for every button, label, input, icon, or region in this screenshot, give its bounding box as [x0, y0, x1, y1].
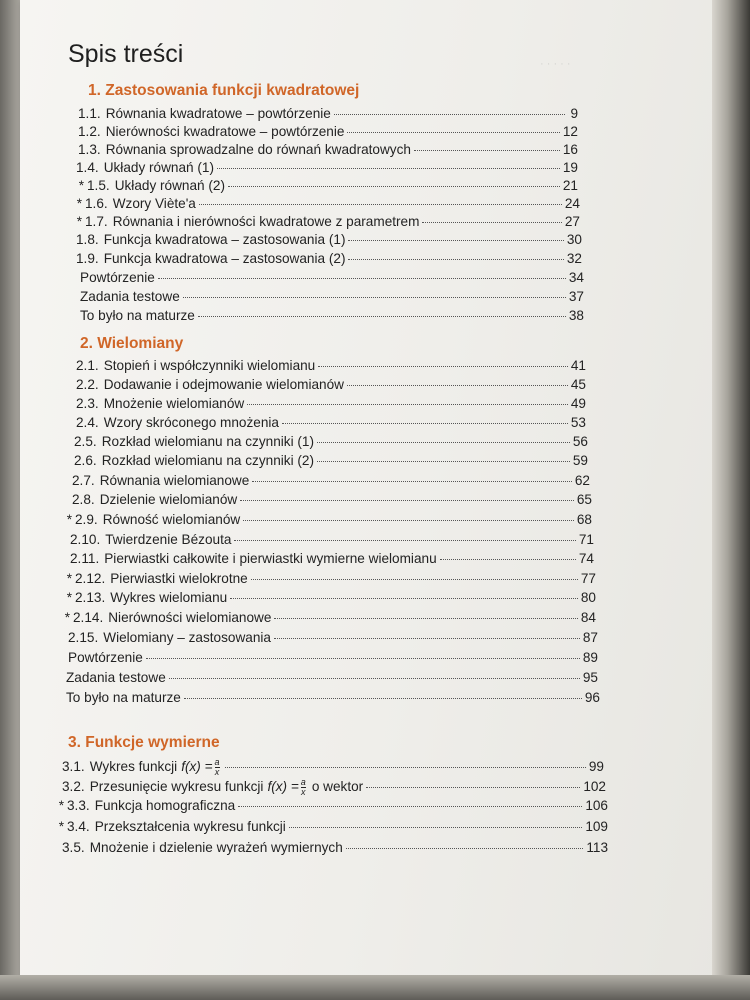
dot-leader [251, 579, 578, 580]
toc-entry-label: Przesunięcie wykresu funkcji [89, 779, 264, 795]
toc-entry-label: Równania i nierówności kwadratowe z parametrem [112, 214, 420, 229]
extended-level-marker: * [66, 512, 72, 527]
toc-entry [66, 690, 600, 705]
dot-leader [183, 297, 566, 298]
extended-level-marker: * [76, 214, 82, 229]
toc-entry-label: Funkcja kwadratowa – zastosowania (1) [103, 232, 346, 247]
toc-page-number: 19 [562, 160, 578, 175]
dot-leader [230, 598, 578, 599]
toc-entry-label: Dodawanie i odejmowanie wielomianów [103, 377, 344, 392]
dot-leader [274, 618, 577, 619]
toc-entry [76, 377, 586, 392]
toc-page-number: 27 [564, 214, 580, 229]
dot-leader [238, 806, 582, 807]
toc-page-number: 37 [568, 289, 584, 304]
toc-page-number: 62 [574, 473, 590, 488]
toc-entry-number: 1.7. [85, 214, 108, 229]
toc-entry-number: 1.8. [76, 232, 99, 247]
dot-leader [366, 787, 580, 788]
dot-leader [440, 559, 576, 560]
toc-page-number: 24 [564, 196, 580, 211]
toc-entry [78, 142, 578, 157]
toc-entry [76, 232, 582, 247]
toc-entry-number: 2.10. [70, 532, 101, 547]
toc-entry-label: Powtórzenie [80, 270, 155, 285]
dot-leader [347, 385, 568, 386]
toc-entry [76, 358, 586, 373]
dot-leader [422, 222, 561, 223]
toc-entry-number: 2.2. [76, 377, 99, 392]
toc-entry-number: 1.4. [76, 160, 99, 175]
toc-entry-number: 2.3. [76, 396, 99, 411]
toc-entry [62, 840, 608, 855]
toc-entry-label: Twierdzenie Bézouta [105, 532, 232, 547]
extended-level-marker: * [66, 571, 72, 586]
toc-entry [58, 512, 592, 527]
toc-entry-number: 2.13. [75, 590, 106, 605]
dot-leader [289, 827, 582, 828]
extended-level-marker: * [66, 590, 72, 605]
toc-entry [70, 551, 594, 566]
bleed-through-text: · · · · · [540, 58, 571, 70]
formula-lhs: f(x) = [181, 759, 213, 775]
dot-leader [225, 767, 586, 768]
dot-leader [347, 132, 559, 133]
toc-entry-label: To było na maturze [80, 308, 195, 323]
toc-page-number: 84 [580, 610, 596, 625]
toc-entry [70, 178, 578, 193]
toc-entry-label: Równania sprowadzalne do równań kwadratowych [105, 142, 411, 157]
toc-entry [50, 798, 608, 813]
toc-entry-label: Funkcja homograficzna [94, 798, 236, 813]
toc-entry-label: Wielomiany – zastosowania [103, 630, 271, 645]
toc-entry [58, 590, 596, 605]
fraction-numerator: a [214, 757, 220, 767]
toc-page-number: 102 [583, 779, 606, 795]
toc-entry-number: 2.9. [75, 512, 98, 527]
toc-entry [76, 415, 586, 430]
section-title: 1. Zastosowania funkcji kwadratowej [88, 82, 360, 99]
extended-level-marker: * [58, 819, 64, 834]
dot-leader [228, 186, 560, 187]
toc-entry-label: Wzory skróconego mnożenia [103, 415, 279, 430]
toc-page-number: 74 [578, 551, 594, 566]
toc-entry-label: Równania wielomianowe [99, 473, 250, 488]
dot-leader [334, 114, 565, 115]
toc-entry [72, 473, 590, 488]
formula [267, 778, 307, 797]
fraction [215, 758, 220, 777]
toc-entry [78, 106, 578, 121]
dot-leader [158, 278, 566, 279]
extended-level-marker: * [58, 798, 64, 813]
toc-entry-number: 3.2. [62, 779, 85, 795]
toc-page-number: 95 [582, 670, 598, 685]
toc-page-number: 32 [566, 251, 582, 266]
toc-entry-label: To było na maturze [66, 690, 181, 705]
toc-page-number: 68 [576, 512, 592, 527]
toc-page-number: 9 [570, 106, 578, 121]
dot-leader [247, 404, 568, 405]
dot-leader [414, 150, 560, 151]
dot-leader [234, 540, 575, 541]
dot-leader [317, 461, 570, 462]
fraction-numerator: a [300, 777, 306, 787]
toc-entry-number: 1.2. [78, 124, 101, 139]
toc-page-number: 80 [580, 590, 596, 605]
dot-leader [184, 698, 582, 699]
dot-leader [317, 442, 570, 443]
dot-leader [318, 366, 568, 367]
toc-entry-label: Układy równań (1) [103, 160, 214, 175]
formula-lhs: f(x) = [267, 779, 299, 795]
page-title: Spis treści [68, 40, 184, 68]
toc-entry-label: Pierwiastki wielokrotne [110, 571, 248, 586]
toc-page-number: 59 [572, 453, 588, 468]
toc-entry-label: Pierwiastki całkowite i pierwiastki wymierne wielomianu [104, 551, 437, 566]
toc-page-number: 45 [570, 377, 586, 392]
toc-entry-number: 2.8. [72, 492, 95, 507]
toc-entry [68, 630, 598, 645]
toc-entry [70, 532, 594, 547]
fraction-denominator: x [214, 767, 220, 777]
toc-page-number: 30 [566, 232, 582, 247]
toc-page-number: 113 [586, 840, 608, 855]
toc-entry [50, 819, 608, 834]
toc-entry-number: 3.1. [62, 759, 85, 775]
page-right-edge [712, 0, 750, 1000]
toc-entry-label: Nierówności wielomianowe [108, 610, 272, 625]
dot-leader [217, 168, 560, 169]
dot-leader [146, 658, 580, 659]
toc-entry-number: 3.5. [62, 840, 85, 855]
toc-entry-label-suffix: o wektor [311, 779, 364, 795]
toc-entry-label: Wzory Viète'a [112, 196, 196, 211]
dot-leader [240, 500, 574, 501]
fraction [301, 778, 306, 797]
toc-page-number: 106 [585, 798, 608, 813]
toc-entry [62, 778, 606, 797]
dot-leader [243, 520, 574, 521]
toc-entry [68, 650, 598, 665]
toc-entry-label: Funkcja kwadratowa – zastosowania (2) [103, 251, 346, 266]
toc-entry-number: 3.3. [67, 798, 90, 813]
extended-level-marker: * [64, 610, 70, 625]
toc-entry [56, 610, 596, 625]
toc-entry-label: Mnożenie i dzielenie wyrażeń wymiernych [89, 840, 343, 855]
toc-page-number: 16 [562, 142, 578, 157]
toc-page-number: 21 [562, 178, 578, 193]
toc-page-number: 71 [578, 532, 594, 547]
toc-page-number: 41 [570, 358, 586, 373]
toc-entry [68, 196, 580, 211]
toc-entry-label: Wykres funkcji [89, 759, 178, 775]
toc-page-number: 53 [570, 415, 586, 430]
toc-entry [58, 571, 596, 586]
formula [181, 758, 221, 777]
toc-page-number: 77 [580, 571, 596, 586]
toc-entry [76, 251, 582, 266]
toc-entry-number: 2.5. [74, 434, 97, 449]
toc-entry-label: Stopień i współczynniki wielomianu [103, 358, 316, 373]
dot-leader [169, 678, 580, 679]
toc-entry-number: 1.3. [78, 142, 101, 157]
toc-page-number: 65 [576, 492, 592, 507]
toc-entry [76, 396, 586, 411]
toc-entry-number: 1.5. [87, 178, 110, 193]
toc-entry [74, 434, 588, 449]
dot-leader [348, 240, 563, 241]
toc-entry-label: Przekształcenia wykresu funkcji [94, 819, 286, 834]
toc-entry-number: 2.11. [70, 551, 100, 566]
fraction-denominator: x [301, 787, 306, 797]
toc-entry-label: Rozkład wielomianu na czynniki (2) [101, 453, 314, 468]
toc-entry-label: Zadania testowe [80, 289, 180, 304]
toc-page-number: 87 [582, 630, 598, 645]
toc-entry-label: Rozkład wielomianu na czynniki (1) [101, 434, 314, 449]
dot-leader [282, 423, 568, 424]
toc-entry-number: 1.6. [85, 196, 108, 211]
toc-entry-label: Równość wielomianów [102, 512, 241, 527]
dot-leader [348, 259, 563, 260]
toc-entry-number: 2.6. [74, 453, 97, 468]
toc-entry-number: 2.7. [72, 473, 95, 488]
toc-entry [62, 758, 604, 777]
toc-page-number: 89 [582, 650, 598, 665]
toc-entry-number: 2.4. [76, 415, 99, 430]
toc-page-number: 38 [568, 308, 584, 323]
toc-entry [74, 453, 588, 468]
toc-entry-label: Równania kwadratowe – powtórzenie [105, 106, 331, 121]
toc-entry-label: Dzielenie wielomianów [99, 492, 238, 507]
dot-leader [198, 316, 566, 317]
toc-page-number: 99 [588, 759, 604, 775]
dot-leader [274, 638, 580, 639]
dot-leader [252, 481, 572, 482]
toc-entry-number: 1.1. [78, 106, 101, 121]
section-title: 3. Funkcje wymierne [68, 734, 220, 751]
toc-entry [80, 270, 584, 285]
toc-entry-number: 2.15. [68, 630, 99, 645]
toc-page-number: 56 [572, 434, 588, 449]
toc-entry-number: 1.9. [76, 251, 99, 266]
toc-entry [66, 670, 598, 685]
toc-page-number: 49 [570, 396, 586, 411]
toc-entry-label: Układy równań (2) [114, 178, 225, 193]
toc-entry-number: 2.1. [76, 358, 99, 373]
toc-entry [76, 160, 578, 175]
extended-level-marker: * [78, 178, 84, 193]
toc-entry-label: Zadania testowe [66, 670, 166, 685]
toc-entry-label: Wykres wielomianu [110, 590, 228, 605]
toc-entry-label: Nierówności kwadratowe – powtórzenie [105, 124, 345, 139]
toc-entry [72, 492, 592, 507]
toc-page-number: 34 [568, 270, 584, 285]
toc-entry-number: 2.12. [75, 571, 106, 586]
toc-entry-number: 2.14. [73, 610, 104, 625]
page-bottom-edge [0, 975, 750, 1000]
toc-entry [68, 214, 580, 229]
toc-entry [80, 289, 584, 304]
toc-entry-label: Powtórzenie [68, 650, 143, 665]
extended-level-marker: * [76, 196, 82, 211]
dot-leader [199, 204, 562, 205]
dot-leader [346, 848, 584, 849]
toc-page-number: 96 [584, 690, 600, 705]
toc-entry [80, 308, 584, 323]
toc-entry-number: 3.4. [67, 819, 90, 834]
toc-entry-label: Mnożenie wielomianów [103, 396, 245, 411]
toc-page-number: 109 [585, 819, 608, 834]
toc-page-number: 12 [562, 124, 578, 139]
toc-entry [78, 124, 578, 139]
section-title: 2. Wielomiany [80, 335, 184, 352]
